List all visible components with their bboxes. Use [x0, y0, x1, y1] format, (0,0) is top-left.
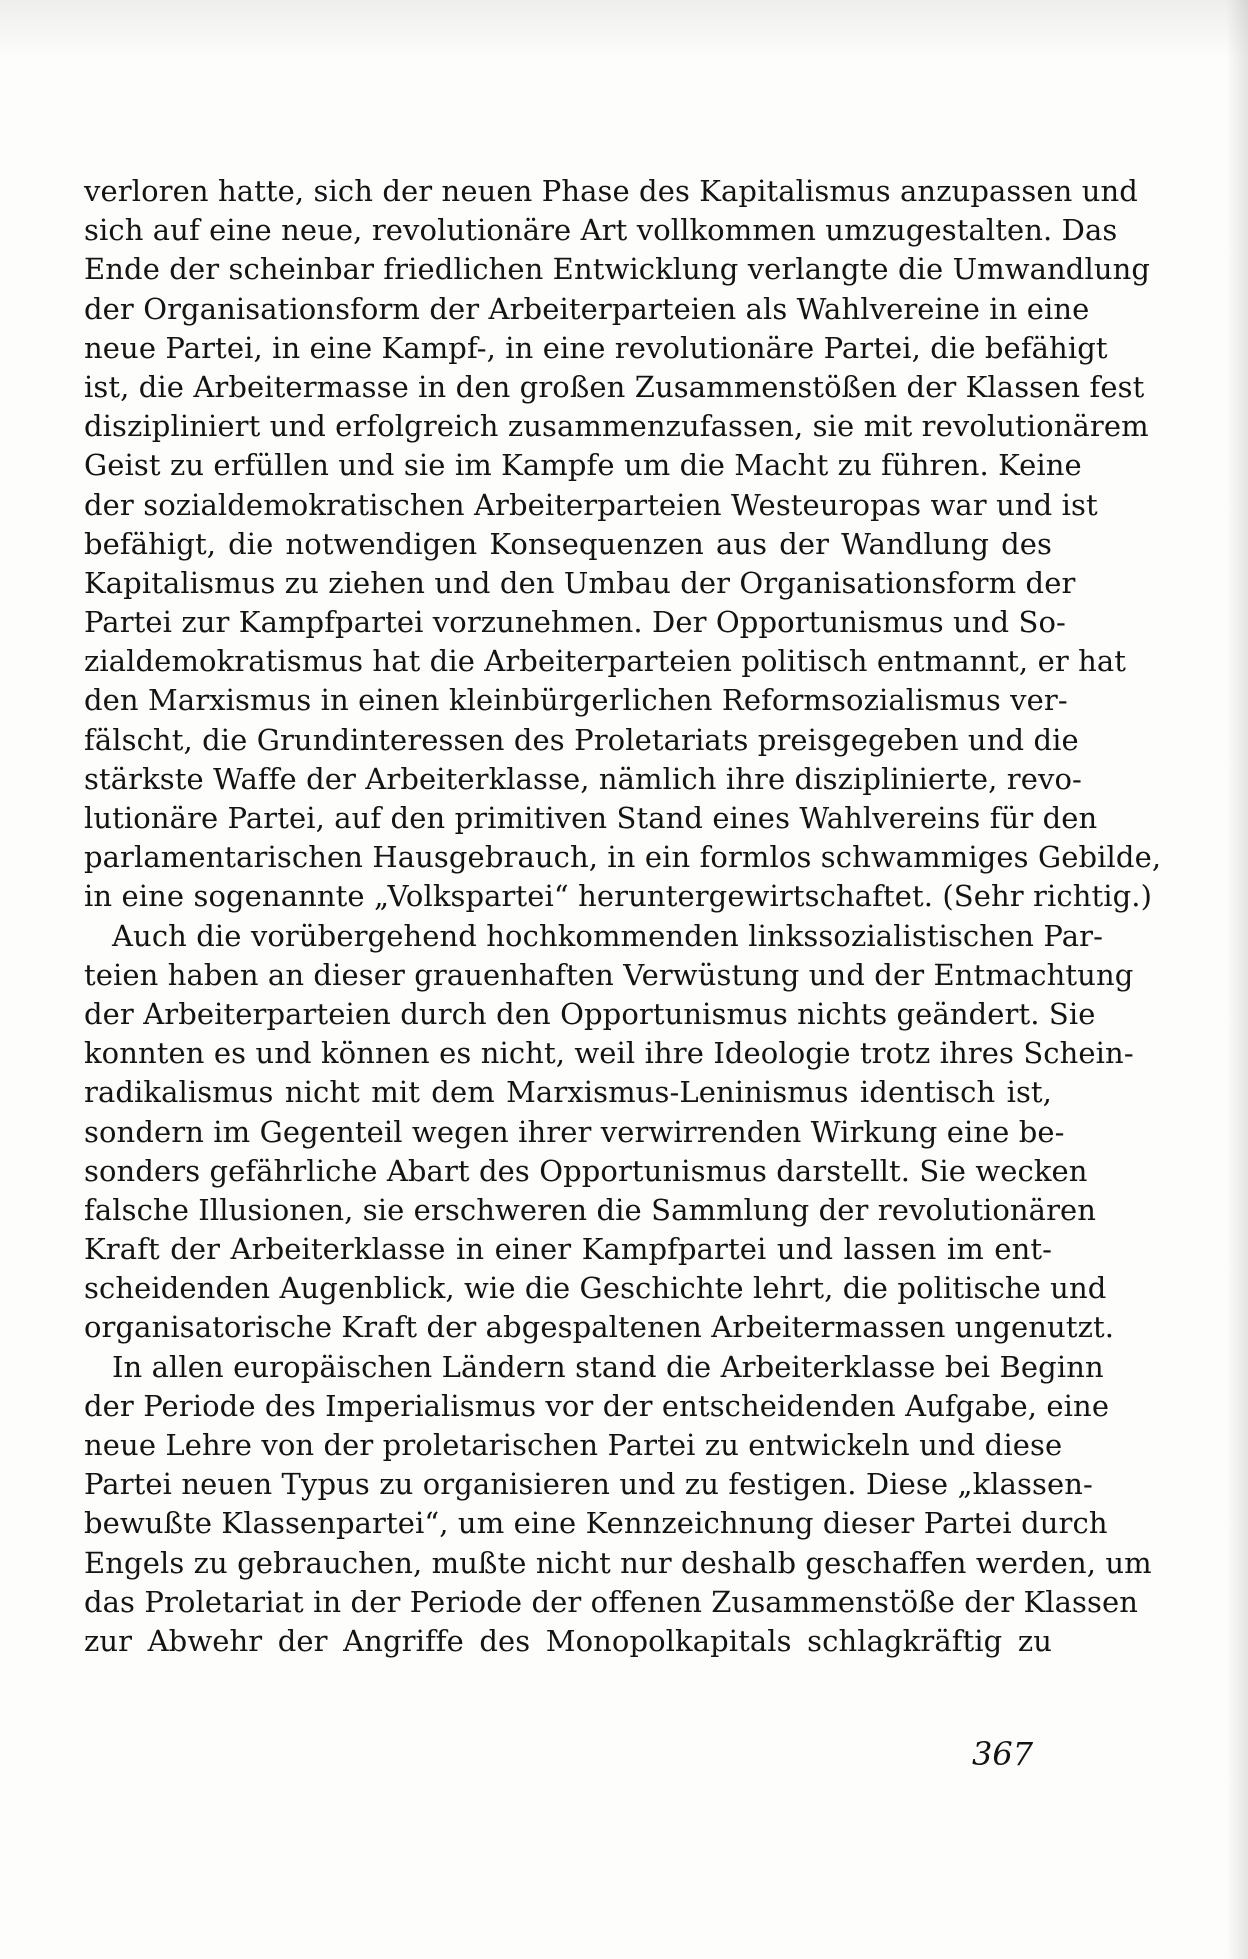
scan-shadow-edge	[1226, 0, 1248, 1959]
text-line: bewußte Klassenpartei“, um eine Kennzeichnung dieser Partei durch	[84, 1506, 1108, 1541]
text-line: sich auf eine neue, revolutionäre Art vollkommen umzugestalten. Das	[84, 213, 1118, 248]
page-number: 367	[972, 1735, 1034, 1773]
text-line: ist, die Arbeitermasse in den großen Zusammenstößen der Klassen fest	[84, 369, 1145, 404]
body-text	[84, 172, 1162, 1661]
paragraph-start-line: In allen europäischen Ländern stand die Arbeiterklasse bei Beginn	[112, 1349, 1104, 1384]
text-line: falsche Illusionen, sie erschweren die Sammlung der revolutionären	[84, 1192, 1097, 1227]
text-line: neue Partei, in eine Kampf-, in eine revolutionäre Partei, die befähigt	[84, 330, 1108, 365]
text-line: zur Abwehr der Angriffe des Monopolkapitals schlagkräftig zu	[84, 1623, 1052, 1658]
text-line: der sozialdemokratischen Arbeiterparteien Westeuropas war und ist	[84, 487, 1098, 522]
text-line: der Periode des Imperialismus vor der entscheidenden Aufgabe, eine	[84, 1388, 1110, 1423]
text-line: teien haben an dieser grauenhaften Verwüstung und der Entmachtung	[84, 957, 1134, 992]
text-line: der Arbeiterparteien durch den Opportunismus nichts geändert. Sie	[84, 996, 1096, 1031]
text-line: Geist zu erfüllen und sie im Kampfe um die Macht zu führen. Keine	[84, 448, 1082, 483]
text-line: Kapitalismus zu ziehen und den Umbau der Organisationsform der	[84, 565, 1076, 600]
text-line: Partei zur Kampfpartei vorzunehmen. Der Opportunismus und So-	[84, 605, 1066, 640]
text-line: in eine sogenannte „Volkspartei“ heruntergewirtschaftet. (Sehr richtig.)	[84, 879, 1153, 914]
text-line: sondern im Gegenteil wegen ihrer verwirrenden Wirkung eine be-	[84, 1114, 1065, 1149]
text-line: lutionäre Partei, auf den primitiven Stand eines Wahlvereins für den	[84, 801, 1098, 835]
text-line: scheidenden Augenblick, wie die Geschichte lehrt, die politische und	[84, 1271, 1107, 1306]
text-line: Engels zu gebrauchen, mußte nicht nur deshalb geschaffen werden, um	[84, 1545, 1152, 1580]
text-line: stärkste Waffe der Arbeiterklasse, nämlich ihre disziplinierte, revo-	[84, 761, 1082, 796]
text-line: diszipliniert und erfolgreich zusammenzufassen, sie mit revolutionärem	[84, 409, 1149, 444]
text-line: den Marxismus in einen kleinbürgerlichen Reformsozialismus ver-	[84, 683, 1068, 718]
text-line: das Proletariat in der Periode der offenen Zusammenstöße der Klassen	[84, 1584, 1139, 1619]
text-line: radikalismus nicht mit dem Marxismus-Leninismus identisch ist,	[84, 1075, 1052, 1110]
text-line: fälscht, die Grundinteressen des Proletariats preisgegeben und die	[84, 722, 1079, 757]
text-line: Ende der scheinbar friedlichen Entwicklung verlangte die Umwandlung	[84, 252, 1151, 287]
text-line: verloren hatte, sich der neuen Phase des Kapitalismus anzupassen und	[84, 174, 1138, 208]
text-line: der Organisationsform der Arbeiterparteien als Wahlvereine in eine	[84, 291, 1090, 326]
text-line: Partei neuen Typus zu organisieren und zu festigen. Diese „klassen-	[84, 1467, 1093, 1502]
paragraph-end-line: organisatorische Kraft der abgespaltenen Arbeitermassen ungenutzt.	[84, 1310, 1115, 1345]
text-line: Kraft der Arbeiterklasse in einer Kampfpartei und lassen im ent-	[84, 1232, 1052, 1267]
text-line: zialdemokratismus hat die Arbeiterparteien politisch entmannt, er hat	[84, 644, 1127, 679]
scan-shadow-top	[0, 0, 1248, 60]
text-line: befähigt, die notwendigen Konsequenzen aus der Wandlung des	[84, 526, 1052, 561]
paragraph-start-line: Auch die vorübergehend hochkommenden linkssozialistischen Par-	[112, 918, 1103, 953]
text-line: parlamentarischen Hausgebrauch, in ein formlos schwammiges Gebilde,	[84, 840, 1162, 875]
text-line: sonders gefährliche Abart des Opportunismus darstellt. Sie wecken	[84, 1153, 1088, 1188]
text-line: neue Lehre von der proletarischen Partei zu entwickeln und diese	[84, 1428, 1063, 1462]
text-line: konnten es und können es nicht, weil ihre Ideologie trotz ihres Schein-	[84, 1036, 1134, 1071]
